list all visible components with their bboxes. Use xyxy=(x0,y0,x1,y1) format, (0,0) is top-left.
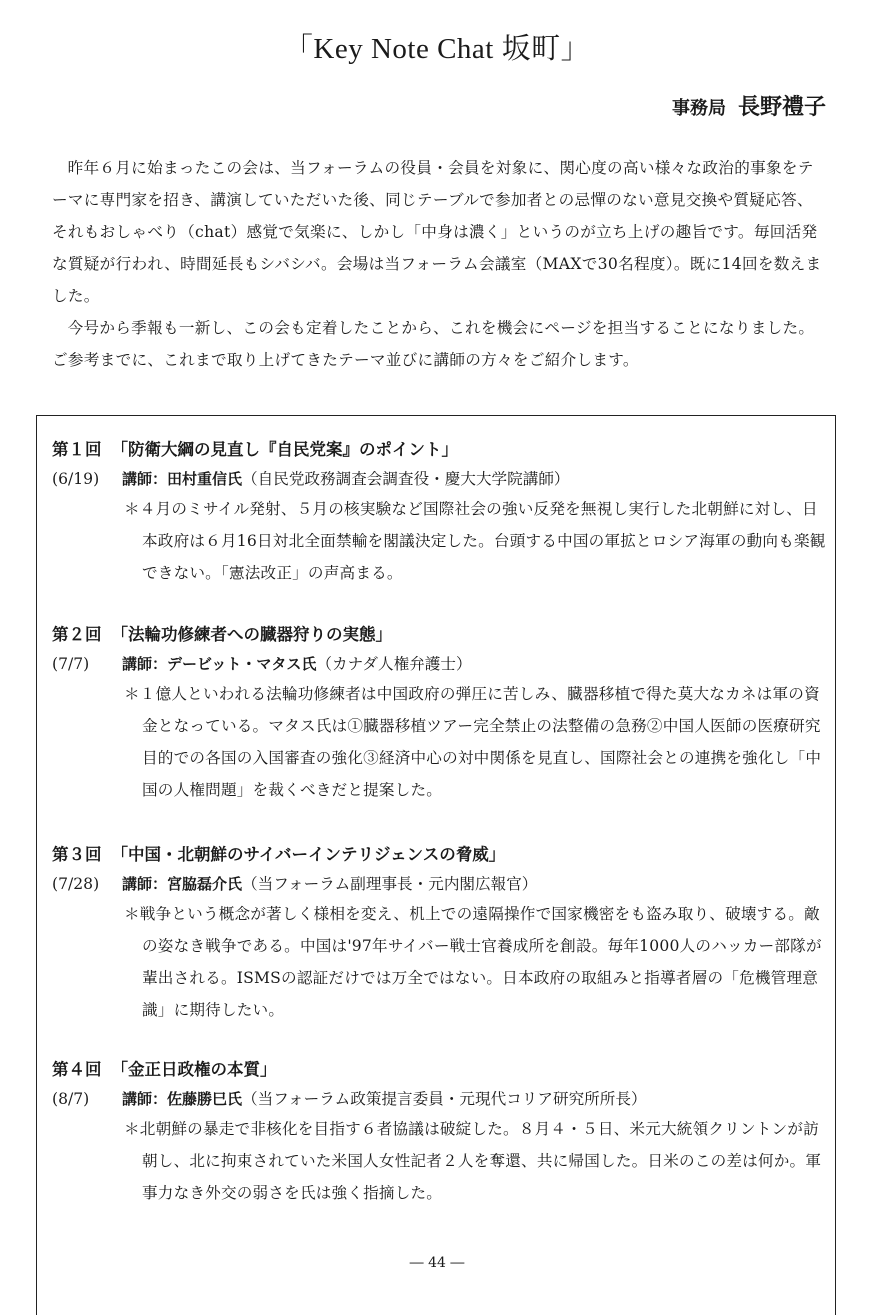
session-heading xyxy=(52,435,832,465)
intro-text xyxy=(52,152,822,376)
session-2 xyxy=(52,620,832,806)
session-4 xyxy=(52,1055,832,1209)
session-theme: 「法輪功修練者への臓器狩りの実態」 xyxy=(111,625,392,644)
lecturer-name: 佐藤勝巳氏 xyxy=(167,1090,243,1108)
session-summary: ＊４月のミサイル発射、５月の核実験など国際社会の強い反発を無視し実行した北朝鮮に対し、日本政府は６月16日対北全面禁輸を閣議決定した。台頭する中国の軍拡とロシア海軍の動向も楽観できない。「憲法改正」の声高まる。 xyxy=(124,500,826,582)
session-lecturer-line xyxy=(52,1085,832,1113)
session-1 xyxy=(52,435,832,589)
author-name: 長野禮子 xyxy=(737,94,826,120)
lecturer-label: 講師： xyxy=(122,875,168,893)
intro-paragraph: 昨年６月に始まったこの会は、当フォーラムの役員・会員を対象に、関心度の高い様々な政治的事象をテーマに専門家を招き、講演していただいた後、同じテーブルで参加者との忌憚のない意見交換や質疑応答、それもおしゃべり（chat）感覚で気楽に、しかし「中身は濃く」というのが立ち上げの趣旨です。毎回活発な質疑が行われ、時間延長もシバシバ。会場は当フォーラム会議室（MAXで30名程度）。既に14回を数えました。 xyxy=(52,159,822,305)
session-lecturer-line xyxy=(52,650,832,678)
page-number: ― 44 ― xyxy=(409,1255,465,1271)
session-summary: ＊１億人といわれる法輪功修練者は中国政府の弾圧に苦しみ、臓器移植で得た莫大なカネは軍の資金となっている。マタス氏は①臓器移植ツアー完全禁止の法整備の急務②中国人医師の医療研究目的での各国の入国審査の強化③経済中心の対中関係を見直し、国際社会との連携を強化し「中国の人権問題」を裁くべきだと提案した。 xyxy=(124,685,822,799)
lecturer-label: 講師： xyxy=(122,1090,168,1108)
session-number: 第１回 xyxy=(52,440,102,459)
lecturer-name: デービット・マタス氏 xyxy=(167,655,317,673)
session-lecturer-line xyxy=(52,870,832,898)
session-theme: 「中国・北朝鮮のサイバーインテリジェンスの脅威」 xyxy=(111,845,506,864)
lecturer-affiliation: （当フォーラム政策提言委員・元現代コリア研究所所長） xyxy=(242,1090,647,1108)
session-heading xyxy=(52,620,832,650)
lecturer-label: 講師： xyxy=(122,470,168,488)
lecturer-affiliation: （当フォーラム副理事長・元内閣広報官） xyxy=(242,875,538,893)
session-theme: 「防衛大綱の見直し『自民党案』のポイント」 xyxy=(111,440,458,459)
session-theme: 「金正日政権の本質」 xyxy=(111,1060,277,1079)
lecturer-affiliation: （自民党政務調査会調査役・慶大大学院講師） xyxy=(242,470,570,488)
session-summary: ＊北朝鮮の暴走で非核化を目指す６者協議は破綻した。８月４・５日、米元大統領クリントンが訪朝し、北に拘束されていた米国人女性記者２人を奪還、共に帰国した。日米のこの差は何か。軍事力なき外交の弱さを氏は強く指摘した。 xyxy=(124,1120,822,1202)
page-title: 「Key Note Chat 坂町」 xyxy=(283,33,591,65)
lecturer-affiliation: （カナダ人権弁護士） xyxy=(316,655,472,673)
session-heading xyxy=(52,840,832,870)
session-number: 第３回 xyxy=(52,845,102,864)
session-date: (7/7) xyxy=(52,655,90,673)
lecturer-name: 田村重信氏 xyxy=(167,470,243,488)
session-3 xyxy=(52,840,832,1026)
session-lecturer-line xyxy=(52,465,832,493)
session-date: (8/7) xyxy=(52,1090,90,1108)
session-date: (7/28) xyxy=(52,875,100,893)
session-summary: ＊戦争という概念が著しく様相を変え、机上での遠隔操作で国家機密をも盗み取り、破壊する。敵の姿なき戦争である。中国は'97年サイバー戦士官養成所を創設。毎年1000人のハッカー部隊が輩出される。ISMSの認証だけでは万全ではない。日本政府の取組みと指導者層の「危機管理意識」に期待したい。 xyxy=(124,905,822,1019)
author-role: 事務局 xyxy=(671,98,726,119)
author xyxy=(672,90,826,121)
lecturer-label: 講師： xyxy=(122,655,168,673)
session-heading xyxy=(52,1055,832,1085)
lecturer-name: 宮脇磊介氏 xyxy=(167,875,243,893)
session-number: 第４回 xyxy=(52,1060,102,1079)
session-number: 第２回 xyxy=(52,625,102,644)
intro-paragraph: 今号から季報も一新し、この会も定着したことから、これを機会にページを担当することになりました。ご参考までに、これまで取り上げてきたテーマ並びに講師の方々をご紹介します。 xyxy=(52,319,815,369)
session-date: (6/19) xyxy=(52,470,100,488)
